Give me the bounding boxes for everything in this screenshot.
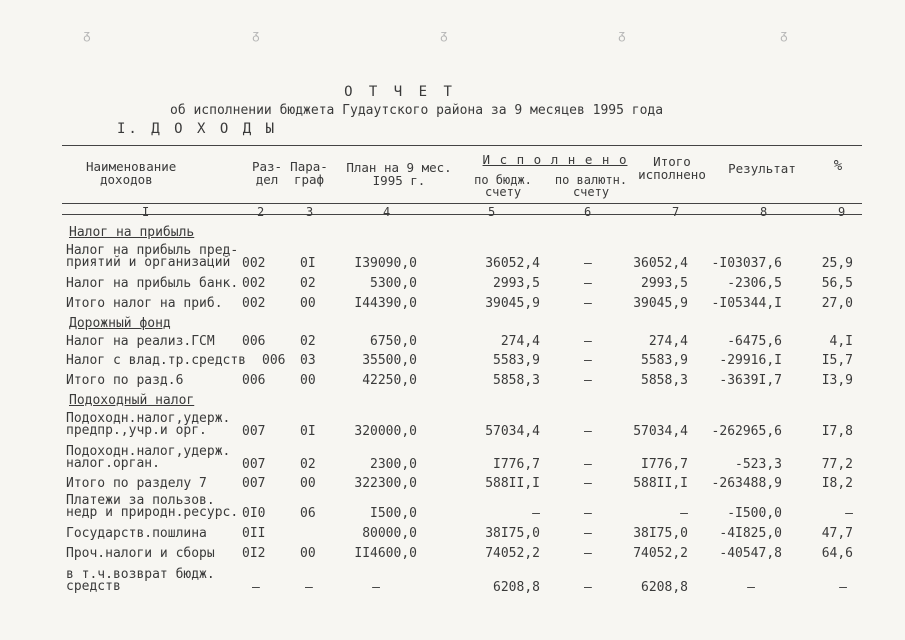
row-result: -I500,0 bbox=[727, 506, 782, 521]
row-budget-account: 74052,2 bbox=[485, 546, 540, 561]
section-title: I. Д О Х О Д Ы bbox=[117, 121, 278, 137]
row-plan: 320000,0 bbox=[354, 424, 417, 439]
row-paragraf: 0I bbox=[300, 424, 316, 439]
report-title: О Т Ч Е Т bbox=[344, 84, 456, 100]
row-result: -4I825,0 bbox=[719, 526, 782, 541]
row-result: -262965,6 bbox=[711, 424, 782, 439]
table-row bbox=[0, 297, 905, 313]
header-rule-1 bbox=[62, 203, 862, 204]
row-razdel: 002 bbox=[242, 256, 266, 271]
scan-marks bbox=[0, 28, 905, 48]
row-result: -40547,8 bbox=[719, 546, 782, 561]
row-budget-account: 274,4 bbox=[500, 334, 540, 349]
row-percent: 56,5 bbox=[821, 276, 853, 291]
row-currency-account: – bbox=[584, 276, 592, 291]
row-currency-account: – bbox=[584, 334, 592, 349]
row-name: Итого по разд.6 bbox=[66, 373, 184, 388]
column-number: 6 bbox=[584, 205, 592, 219]
row-plan: 42250,0 bbox=[362, 373, 417, 388]
row-razdel: – bbox=[252, 580, 260, 595]
row-name: Налог с влад.тр.средств bbox=[66, 353, 247, 368]
row-budget-account: 5858,3 bbox=[493, 373, 540, 388]
row-budget-account: 588II,I bbox=[485, 476, 540, 491]
row-itogo: 6208,8 bbox=[641, 580, 688, 595]
row-budget-account: – bbox=[532, 506, 540, 521]
scan-mark-icon: ᵹ bbox=[440, 28, 448, 43]
row-result: -2306,5 bbox=[727, 276, 782, 291]
table-row bbox=[0, 411, 905, 439]
header-ispolneno: И с п о л н е н о bbox=[482, 152, 628, 167]
row-plan: 6750,0 bbox=[370, 334, 417, 349]
row-result: -523,3 bbox=[735, 457, 782, 472]
row-budget-account: 5583,9 bbox=[493, 353, 540, 368]
row-razdel: 006 bbox=[242, 373, 266, 388]
row-razdel: 002 bbox=[242, 296, 266, 311]
row-paragraf: 02 bbox=[300, 334, 316, 349]
row-paragraf: 02 bbox=[300, 276, 316, 291]
header-plan: План на 9 мес. I995 г. bbox=[346, 160, 452, 188]
row-result: -3639I,7 bbox=[719, 373, 782, 388]
row-currency-account: – bbox=[584, 353, 592, 368]
header-currency-account: по валютн. счету bbox=[554, 173, 628, 199]
row-name: Налог на прибыль пред- приятий и организаций bbox=[66, 243, 239, 270]
row-budget-account: I776,7 bbox=[493, 457, 540, 472]
column-number: 2 bbox=[257, 205, 265, 219]
table-row bbox=[0, 243, 905, 271]
row-name: Платежи за пользов. недр и природн.ресурс. bbox=[66, 493, 239, 520]
table-row bbox=[0, 354, 905, 370]
header-paragraf: Пара- граф bbox=[290, 159, 328, 187]
column-number: 5 bbox=[488, 205, 496, 219]
row-razdel: 0I0 bbox=[242, 506, 266, 521]
row-plan: 322300,0 bbox=[354, 476, 417, 491]
column-number: I bbox=[142, 205, 150, 219]
scan-mark-icon: ᵹ bbox=[618, 28, 626, 43]
row-plan: – bbox=[372, 580, 380, 595]
row-razdel: 0I2 bbox=[242, 546, 266, 561]
row-itogo: 36052,4 bbox=[633, 256, 688, 271]
scan-mark-icon: ᵹ bbox=[252, 28, 260, 43]
row-result: -I03037,6 bbox=[711, 256, 782, 271]
row-result: -I05344,I bbox=[711, 296, 782, 311]
row-name: Подоходн.налог,удерж. предпр.,учр.и орг. bbox=[66, 411, 231, 438]
row-name: Налог на прибыль банк. bbox=[66, 276, 239, 291]
row-currency-account: – bbox=[584, 580, 592, 595]
table-row bbox=[0, 567, 905, 595]
row-percent: I8,2 bbox=[821, 476, 853, 491]
row-razdel: 002 bbox=[242, 276, 266, 291]
row-percent: 27,0 bbox=[821, 296, 853, 311]
row-paragraf: 03 bbox=[300, 353, 316, 368]
row-paragraf: – bbox=[305, 580, 313, 595]
row-paragraf: 0I bbox=[300, 256, 316, 271]
row-itogo: I776,7 bbox=[641, 457, 688, 472]
table-row bbox=[0, 374, 905, 390]
row-name: Государств.пошлина bbox=[66, 526, 207, 541]
row-itogo: 2993,5 bbox=[641, 276, 688, 291]
row-razdel: 007 bbox=[242, 457, 266, 472]
row-paragraf: 06 bbox=[300, 506, 316, 521]
row-percent: – bbox=[845, 506, 853, 521]
row-razdel: 0II bbox=[242, 526, 266, 541]
row-currency-account: – bbox=[584, 457, 592, 472]
header-budget-account: по бюдж. счету bbox=[474, 173, 532, 199]
row-currency-account: – bbox=[584, 476, 592, 491]
table-row bbox=[0, 335, 905, 351]
row-itogo: 5583,9 bbox=[641, 353, 688, 368]
row-currency-account: – bbox=[584, 256, 592, 271]
row-plan: 5300,0 bbox=[370, 276, 417, 291]
column-number: 8 bbox=[760, 205, 768, 219]
header-percent: % bbox=[833, 158, 843, 174]
group-heading: Дорожный фонд bbox=[69, 316, 171, 331]
row-paragraf: 00 bbox=[300, 296, 316, 311]
table-row bbox=[0, 444, 905, 472]
header-rule-2 bbox=[62, 214, 862, 215]
row-budget-account: 2993,5 bbox=[493, 276, 540, 291]
row-name: Проч.налоги и сборы bbox=[66, 546, 215, 561]
row-percent: I7,8 bbox=[821, 424, 853, 439]
row-currency-account: – bbox=[584, 296, 592, 311]
table-row bbox=[0, 547, 905, 563]
row-paragraf: 00 bbox=[300, 476, 316, 491]
row-currency-account: – bbox=[584, 373, 592, 388]
row-plan: I44390,0 bbox=[354, 296, 417, 311]
scan-mark-icon: ᵹ bbox=[780, 28, 788, 43]
row-percent: 47,7 bbox=[821, 526, 853, 541]
row-itogo: 274,4 bbox=[648, 334, 688, 349]
column-number: 3 bbox=[306, 205, 314, 219]
row-razdel: 006 bbox=[242, 334, 266, 349]
row-plan: I39090,0 bbox=[354, 256, 417, 271]
row-itogo: – bbox=[680, 506, 688, 521]
column-number: 9 bbox=[838, 205, 846, 219]
row-itogo: 57034,4 bbox=[633, 424, 688, 439]
table-row bbox=[0, 277, 905, 293]
row-currency-account: – bbox=[584, 546, 592, 561]
row-razdel: 006 bbox=[262, 353, 286, 368]
row-percent: 64,6 bbox=[821, 546, 853, 561]
row-plan: 80000,0 bbox=[362, 526, 417, 541]
row-plan: 35500,0 bbox=[362, 353, 417, 368]
row-percent: 25,9 bbox=[821, 256, 853, 271]
row-name: Итого по разделу 7 bbox=[66, 476, 207, 491]
row-budget-account: 39045,9 bbox=[485, 296, 540, 311]
header-razdel: Раз- дел bbox=[251, 159, 283, 187]
row-name: Подоходн.налог,удерж. налог.орган. bbox=[66, 444, 231, 471]
row-itogo: 5858,3 bbox=[641, 373, 688, 388]
header-itogo: Итого исполнено bbox=[638, 154, 706, 182]
row-result: -6475,6 bbox=[727, 334, 782, 349]
row-currency-account: – bbox=[584, 526, 592, 541]
header-name: Наименование доходов bbox=[86, 159, 177, 187]
table-row bbox=[0, 493, 905, 521]
row-result: -29916,I bbox=[719, 353, 782, 368]
table-row bbox=[0, 527, 905, 543]
row-percent: 4,I bbox=[829, 334, 853, 349]
table-top-rule bbox=[62, 145, 862, 146]
report-subtitle: об исполнении бюджета Гудаутского района за 9 месяцев 1995 года bbox=[170, 103, 664, 118]
row-percent: – bbox=[839, 580, 847, 595]
row-name: в т.ч.возврат бюдж. средств bbox=[66, 567, 215, 594]
table-row bbox=[0, 477, 905, 493]
row-razdel: 007 bbox=[242, 476, 266, 491]
row-itogo: 74052,2 bbox=[633, 546, 688, 561]
scan-mark-icon: ᵹ bbox=[83, 28, 91, 43]
header-result: Результат bbox=[728, 161, 796, 176]
row-percent: 77,2 bbox=[821, 457, 853, 472]
row-itogo: 39045,9 bbox=[633, 296, 688, 311]
column-number: 4 bbox=[383, 205, 391, 219]
row-paragraf: 00 bbox=[300, 373, 316, 388]
row-budget-account: 36052,4 bbox=[485, 256, 540, 271]
row-currency-account: – bbox=[584, 506, 592, 521]
row-paragraf: 00 bbox=[300, 546, 316, 561]
row-plan: II4600,0 bbox=[354, 546, 417, 561]
row-currency-account: – bbox=[584, 424, 592, 439]
column-number: 7 bbox=[672, 205, 680, 219]
row-result: -263488,9 bbox=[711, 476, 782, 491]
row-plan: 2300,0 bbox=[370, 457, 417, 472]
row-plan: I500,0 bbox=[370, 506, 417, 521]
row-paragraf: 02 bbox=[300, 457, 316, 472]
row-budget-account: 6208,8 bbox=[493, 580, 540, 595]
group-heading: Налог на прибыль bbox=[69, 225, 195, 240]
group-heading: Подоходный налог bbox=[69, 393, 195, 408]
row-percent: I3,9 bbox=[821, 373, 853, 388]
row-budget-account: 38I75,0 bbox=[485, 526, 540, 541]
row-name: Налог на реализ.ГСМ bbox=[66, 334, 215, 349]
row-budget-account: 57034,4 bbox=[485, 424, 540, 439]
row-itogo: 38I75,0 bbox=[633, 526, 688, 541]
row-result: – bbox=[747, 580, 755, 595]
row-name: Итого налог на приб. bbox=[66, 296, 223, 311]
row-razdel: 007 bbox=[242, 424, 266, 439]
row-itogo: 588II,I bbox=[633, 476, 688, 491]
row-percent: I5,7 bbox=[821, 353, 853, 368]
